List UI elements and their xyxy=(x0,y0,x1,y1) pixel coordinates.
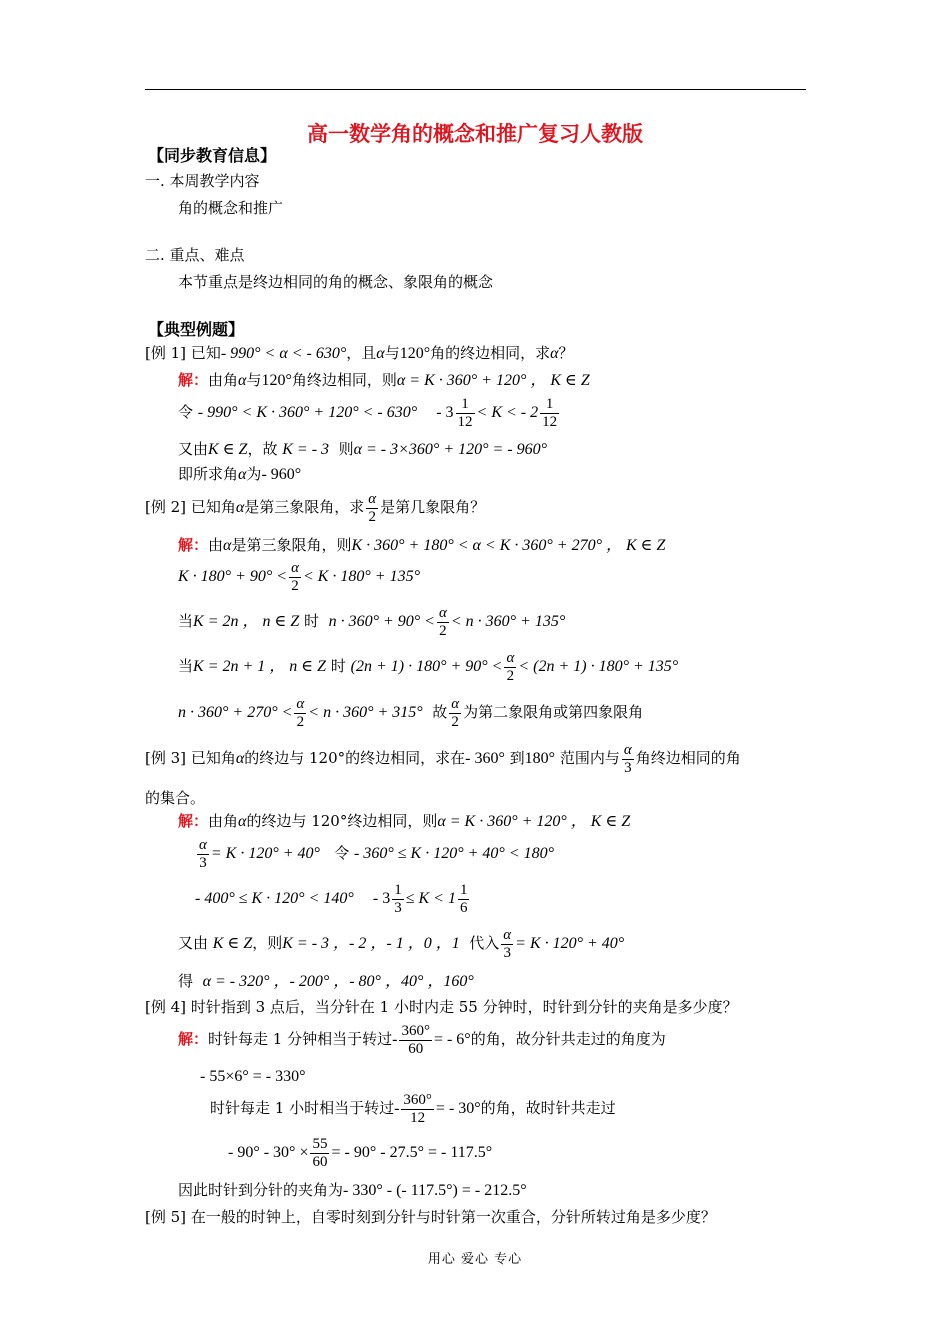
solution-1-line-3: 又由K ∈ Z，故 K = - 3 则α = - 3×360° + 120° = - 960° xyxy=(178,440,548,458)
fraction: $\frac{1}{3}$ xyxy=(394,881,402,916)
fraction: $\frac{\alpha}{3}$ xyxy=(503,926,512,961)
solution-label: 解： xyxy=(178,1030,209,1048)
fraction: $\frac{360^\circ}{12}$ xyxy=(403,1091,432,1126)
fraction: $\frac{\alpha}{2}$ xyxy=(291,559,299,594)
content-body: 角的概念和推广 xyxy=(178,199,284,217)
solution-4-line-4: - 90° - 30° × $\frac{55}{60}$ = - 90° - 27.5° = - 117.5° xyxy=(228,1135,493,1170)
fraction: $\frac{\alpha}{2}$ xyxy=(296,695,305,730)
examples-heading: 【典型例题】 xyxy=(148,320,245,339)
example-tag: [例 2] xyxy=(145,498,187,516)
example-4-question: [例 4] 时针指到 3 点后，当分针在 1 小时内走 55 分钟时，时针到分针的夹角是多少度？ xyxy=(145,998,738,1016)
solution-1-line-1: 解：由角α与120°角终边相同，则α = K · 360° + 120° ， K ∈ Z xyxy=(178,371,590,389)
fraction: $\frac{\alpha}{2}$ xyxy=(451,695,460,730)
content-heading: 一. 本周教学内容 xyxy=(145,172,260,190)
fraction: $\frac{1}{6}$ xyxy=(459,881,468,916)
key-heading: 二. 重点、难点 xyxy=(145,246,245,264)
solution-3-line-3: - 400° ≤ K · 120° < 140° - 3 $\frac{1}{3}$ ≤ K < 1 $\frac{1}{6}$ xyxy=(195,881,468,916)
example-tag: [例 5] xyxy=(145,1208,187,1226)
solution-2-line-2: K · 180° + 90° < $\frac{\alpha}{2}$ < K · 180° + 135° xyxy=(178,559,420,594)
key-body: 本节重点是终边相同的角的概念、象限角的概念 xyxy=(178,273,494,291)
example-3-question-cont: 的集合。 xyxy=(145,789,206,807)
fraction: $\frac{\alpha}{2}$ xyxy=(368,490,377,525)
solution-1-line-4: 即所求角α为- 960° xyxy=(178,465,302,483)
solution-label: 解： xyxy=(178,536,209,554)
fraction: $\frac{1}{12}$ xyxy=(542,395,558,430)
example-tag: [例 3] xyxy=(145,749,187,767)
header-rule xyxy=(145,89,806,90)
solution-3-line-1: 解：由角α的终边与 120°终边相同，则α = K · 360° + 120° ， K ∈ Z xyxy=(178,812,631,830)
solution-3-line-4: 又由 K ∈ Z，则K = - 3 ，- 2 ，- 1 ，0 ，1 代入 $\frac{\alpha}{3}$ = K · 120° + 40° xyxy=(178,926,625,961)
solution-label: 解： xyxy=(178,812,209,830)
solution-label: 解： xyxy=(178,371,209,389)
solution-4-line-1: 解：时针每走 1 分钟相当于转过- $\frac{360^\circ}{60}$ = - 6°的角，故分针共走过的角度为 xyxy=(178,1022,666,1057)
solution-3-line-2: $\frac{\alpha}{3}$ = K · 120° + 40° 令 - 360° ≤ K · 120° + 40° < 180° xyxy=(199,836,555,871)
solution-2-line-4: 当K = 2n + 1 ， n ∈ Z 时 (2n + 1) · 180° + 90° < $\frac{\alpha}{2}$ < (2n + 1) · 180° + 135° xyxy=(178,649,679,684)
solution-2-line-3: 当K = 2n ， n ∈ Z 时 n · 360° + 90° < $\frac{\alpha}{2}$ < n · 360° + 135° xyxy=(178,604,566,639)
fraction: $\frac{\alpha}{2}$ xyxy=(506,649,515,684)
solution-4-line-2: - 55×6° = - 330° xyxy=(200,1068,306,1085)
solution-2-line-5: n · 360° + 270° < $\frac{\alpha}{2}$ < n · 360° + 315° 故 $\frac{\alpha}{2}$ 为第二象限角或第四象限角 xyxy=(178,695,644,730)
solution-4-line-3: 时针每走 1 小时相当于转过- $\frac{360^\circ}{12}$ = - 30°的角，故时针共走过 xyxy=(210,1091,616,1126)
solution-1-line-2: 令 - 990° < K · 360° + 120° < - 630° - 3 $\frac{1}{12}$ < K < - 2 $\frac{1}{12}$ xyxy=(178,395,558,430)
example-1-question: [例 1] 已知- 990° < α < - 630°，且α与120°角的终边相同，求α？ xyxy=(145,344,574,362)
example-5-question: [例 5] 在一般的时钟上，自零时刻到分针与时针第一次重合，分针所转过角是多少度？ xyxy=(145,1208,716,1226)
fraction: $\frac{\alpha}{2}$ xyxy=(438,604,447,639)
example-2-question: [例 2] 已知角α是第三象限角，求 $\frac{\alpha}{2}$ 是第几象限角？ xyxy=(145,490,486,525)
solution-3-line-5: 得 α = - 320° ，- 200° ，- 80° ，40° ，160° xyxy=(178,972,474,990)
fraction: $\frac{360^\circ}{60}$ xyxy=(401,1022,430,1057)
page-footer: 用心 爱心 专心 xyxy=(427,1252,523,1267)
fraction: $\frac{\alpha}{3}$ xyxy=(623,741,632,776)
document-title: 高一数学角的概念和推广复习人教版 xyxy=(307,122,643,146)
solution-4-line-5: 因此时针到分针的夹角为- 330° - (- 117.5°) = - 212.5° xyxy=(178,1181,527,1199)
example-tag: [例 4] xyxy=(145,998,187,1016)
example-tag: [例 1] xyxy=(145,344,187,362)
fraction: $\frac{\alpha}{3}$ xyxy=(199,836,207,871)
sync-info-heading: 【同步教育信息】 xyxy=(148,146,277,165)
fraction: $\frac{55}{60}$ xyxy=(312,1135,328,1170)
example-3-question: [例 3] 已知角α的终边与 120°的终边相同，求在- 360° 到180° 范围内与 $\frac{\alpha}{3}$ 角终边相同的角 xyxy=(145,741,741,776)
fraction: $\frac{1}{12}$ xyxy=(457,395,473,430)
solution-2-line-1: 解：由α是第三象限角，则K · 360° + 180° < α < K · 360° + 270° ， K ∈ Z xyxy=(178,536,666,554)
